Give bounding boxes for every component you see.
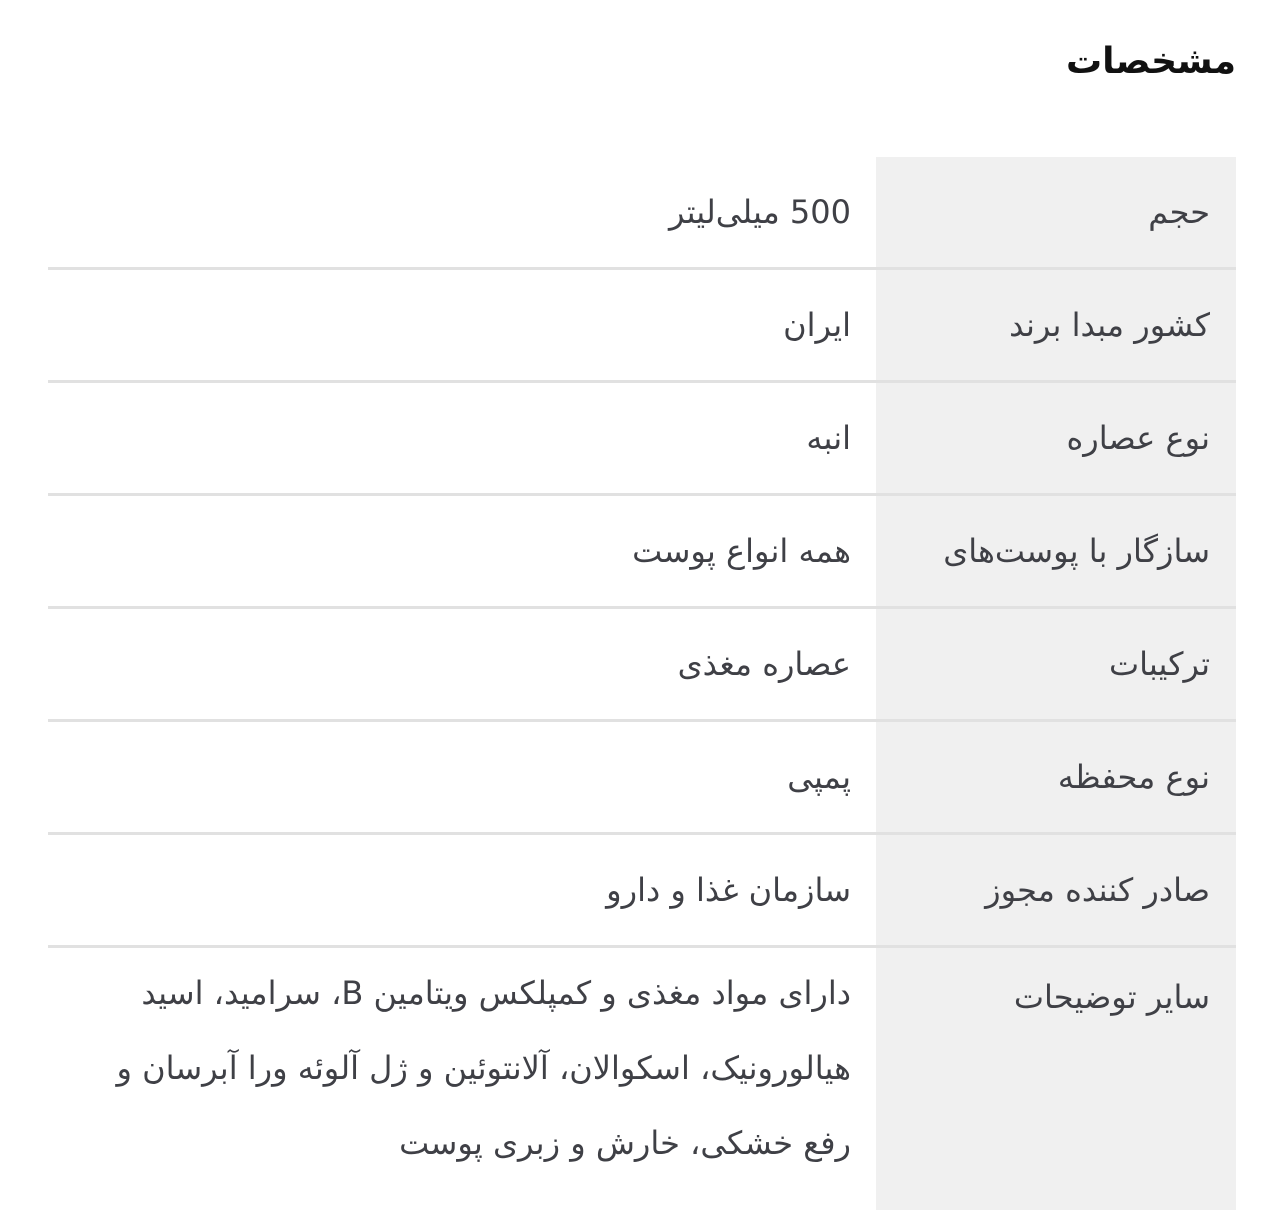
spec-value: پمپی: [787, 758, 851, 796]
spec-value: عصاره مغذی: [677, 645, 851, 683]
spec-value: سازمان غذا و دارو: [606, 871, 851, 909]
spec-label: صادر کننده مجوز: [876, 835, 1236, 945]
spec-row-extract-type: [48, 383, 1236, 496]
section-title: مشخصات: [1065, 41, 1236, 82]
spec-row-container-type: [48, 722, 1236, 835]
spec-value: دارای مواد مغذی و کمپلکس ویتامین B، سرامید، اسید هیالورونیک، اسکوالان، آلانتوئین و ژل آلوئه ورا آبرسان و رفع خشکی، خارش و زبری پوست: [116, 974, 851, 1162]
spec-row-other-notes: [48, 948, 1236, 1210]
spec-row-volume: [48, 157, 1236, 270]
spec-label: نوع محفظه: [876, 722, 1236, 832]
spec-label: ترکیبات: [876, 609, 1236, 719]
spec-label: سایر توضیحات: [876, 948, 1236, 1210]
specifications-table: [48, 157, 1236, 1210]
spec-value: 500 میلی‌لیتر: [668, 193, 851, 231]
spec-value: همه انواع پوست: [632, 532, 851, 570]
spec-label: سازگار با پوست‌های: [876, 496, 1236, 606]
spec-value: انبه: [806, 419, 851, 457]
spec-label: حجم: [876, 157, 1236, 267]
spec-label: نوع عصاره: [876, 383, 1236, 493]
spec-label: کشور مبدا برند: [876, 270, 1236, 380]
spec-value: ایران: [783, 306, 851, 344]
spec-row-ingredients: [48, 609, 1236, 722]
spec-row-brand-country: [48, 270, 1236, 383]
spec-row-skin-type: [48, 496, 1236, 609]
